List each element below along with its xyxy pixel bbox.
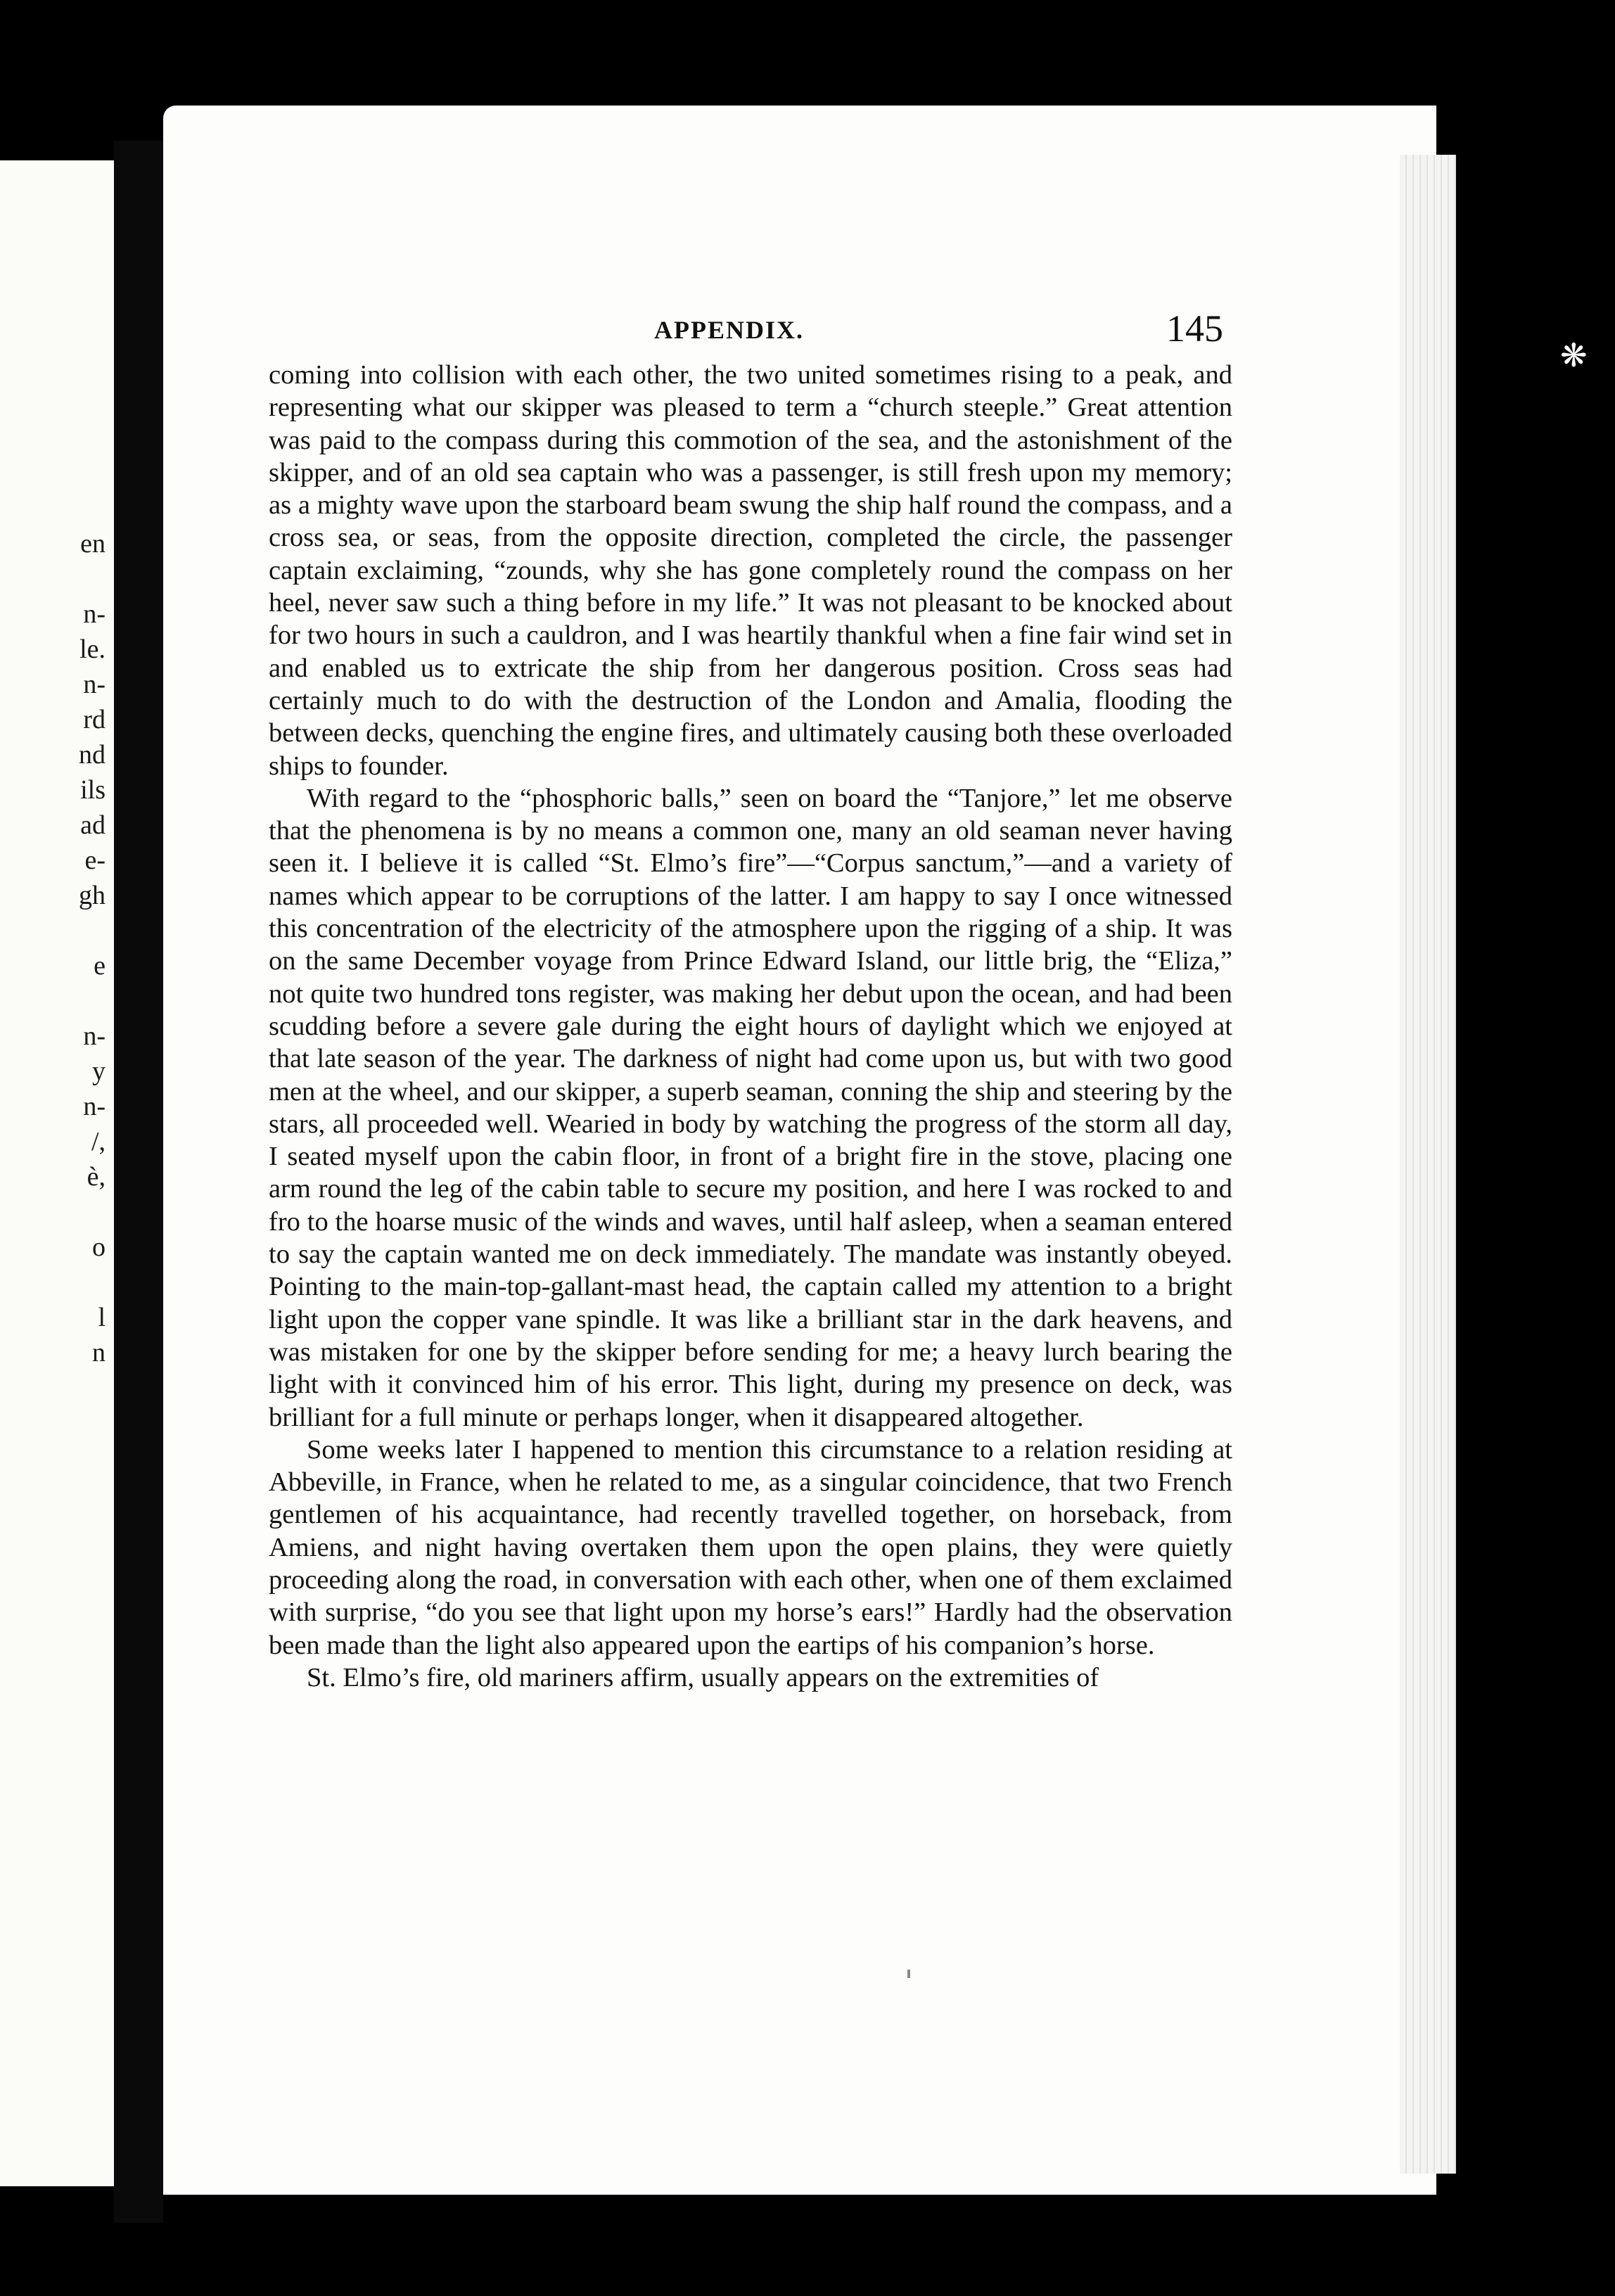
left-margin-fragment: n- [83,1092,106,1121]
left-margin-fragment [0,1265,106,1300]
left-page-fragment [0,160,114,2186]
left-margin-fragment: l [98,1303,106,1332]
left-margin-fragment [0,983,106,1019]
left-margin-fragment: le. [79,634,106,664]
page-number: 145 [1166,307,1223,350]
scan-mark [907,1970,910,1978]
book-gutter [114,141,163,2223]
left-margin-fragment: ils [80,775,106,805]
page-edges [1400,155,1456,2174]
left-margin-fragment [0,913,106,948]
left-margin-fragment [0,561,106,597]
scan-speck-icon: ❋ [1560,336,1588,374]
paragraph-4: St. Elmo’s fire, old mariners affirm, usually appears on the extremities of [307,1662,1099,1692]
left-margin-fragment: nd [79,740,106,770]
left-margin-fragment: rd [83,705,106,734]
left-margin-fragment: en [80,529,106,559]
left-margin-fragment: y [92,1057,106,1086]
left-margin-fragment: /, [91,1127,106,1156]
body-text [269,359,1232,1694]
left-margin-fragment: n- [83,1021,106,1051]
left-margin-text [0,526,106,1370]
left-margin-fragment [0,1194,106,1230]
paragraph-3: Some weeks later I happened to mention this circumstance to a relation residing at Abbeville, in France, when he related to me, as a singular coincidence, that two French gentlemen of his acquaintance, had recently travelled together, on horseback, from Amiens, and night having overtaken them upon the open plains, they were quietly proceeding along the road, in conversation with each other, when one of them exclaimed with surprise, “do you see that light upon my horse’s ears!” Hardly had the observation been made than the light also appeared upon the eartips of his companion’s horse. [269,1434,1232,1660]
left-margin-fragment: e- [84,846,106,875]
left-margin-fragment: o [92,1232,106,1262]
paragraph-2: With regard to the “phosphoric balls,” seen on board the “Tanjore,” let me observe that the phenomena is by no means a common one, many an old seaman never having seen it. I believe it is called “St. Elmo’s fire”—“Corpus sanctum,”—and a variety of names which appear to be corruptions of the latter. I am happy to say I once witnessed this concentration of the electricity of the atmosphere upon the rigging of a ship. It was on the same December voyage from Prince Edward Island, our little brig, the “Eliza,” not quite two hundred tons register, was making her debut upon the ocean, and had been scudding before a severe gale during the eight hours of daylight which we enjoyed at that late season of the year. The darkness of night had come upon us, but with two good men at the wheel, and our skipper, a superb seaman, conning the ship and steering by the stars, all proceeded well. Wearied in body by watching the progress of the storm all day, I seated myself upon the cabin floor, in front of a bright fire in the stove, placing one arm round the leg of the cabin table to secure my position, and here I was rocked to and fro to the hoarse music of the winds and waves, until half asleep, when a seaman entered to say the captain wanted me on deck immediately. The mandate was instantly obeyed. Pointing to the main-top-gallant-mast head, the captain called my attention to a bright light upon the copper vane spindle. It was like a brilliant star in the dark heavens, and was mistaken for one by the skipper before sending for me; a heavy lurch bearing the light with it convinced him of his error. This light, during my presence on deck, was brilliant for a full minute or perhaps longer, when it disappeared altogether. [269,783,1232,1432]
left-margin-fragment: è, [87,1162,106,1192]
left-margin-fragment: n- [83,670,106,699]
paragraph-1: coming into collision with each other, the two united sometimes rising to a peak, and representing what our skipper was pleased to term a “church steeple.” Great attention was paid to the compass during this commotion of the sea, and the astonishment of the skipper, and of an old sea captain who was a passenger, is still fresh upon my memory; as a mighty wave upon the starboard beam swung the ship half round the compass, and a cross sea, or seas, from the opposite direction, completed the circle, the passenger captain exclaiming, “zounds, why she has gone completely round the compass on her heel, never saw such a thing before in my life.” It was not pleasant to be knocked about for two hours in such a cauldron, and I was heartily thankful when a fine fair wind set in and enabled us to extricate the ship from her dangerous position. Cross seas had certainly much to do with the destruction of the London and Amalia, flooding the between decks, quenching the engine fires, and ultimately causing both these overloaded ships to founder. [269,360,1232,781]
left-margin-fragment: n- [83,599,106,629]
left-margin-fragment: gh [79,881,106,910]
left-margin-fragment: e [94,951,106,981]
left-margin-fragment: n [92,1338,106,1367]
running-header: APPENDIX. [654,316,804,344]
left-margin-fragment: ad [80,810,106,840]
